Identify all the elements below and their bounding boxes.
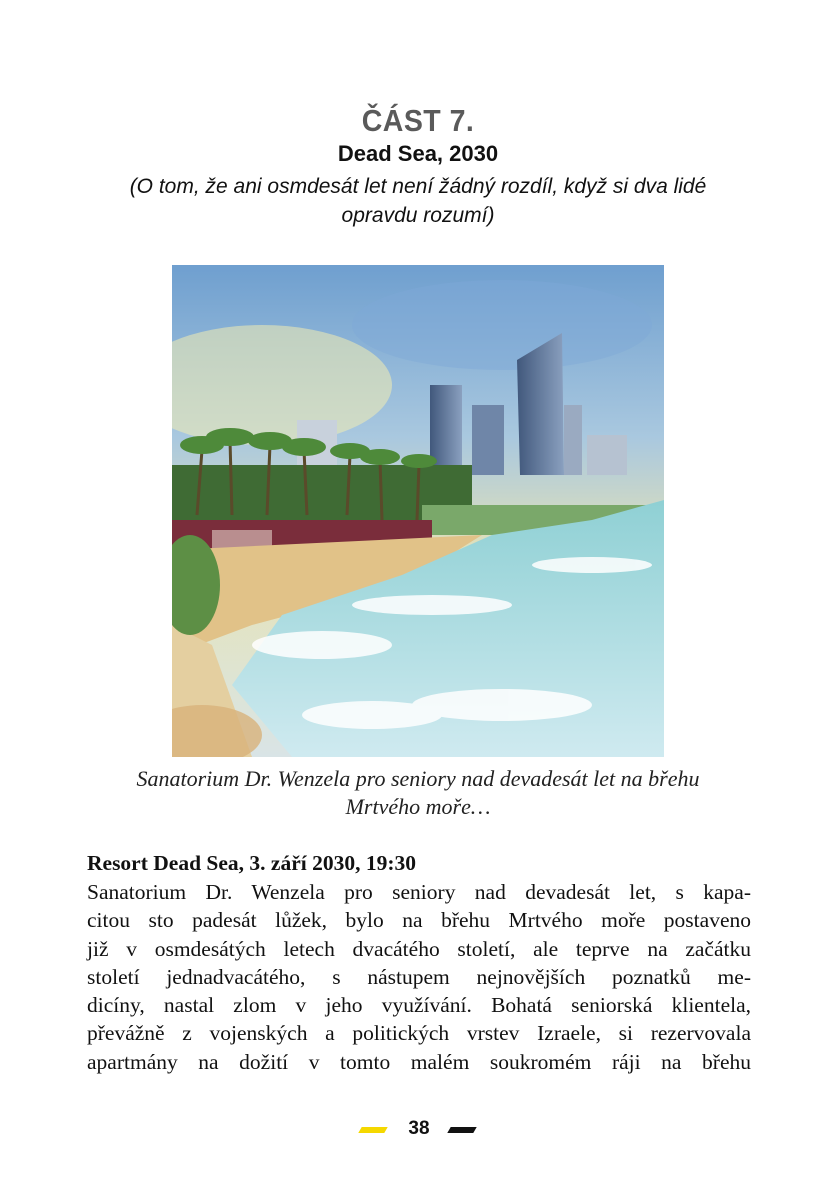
body-line: století jednadvacátého, s nástupem nejnovějších poznatků me-	[87, 964, 751, 989]
body-line: apartmány na dožití v tomto malém soukromém ráji na břehu	[87, 1049, 751, 1074]
chapter-title: Dead Sea, 2030	[337, 141, 499, 166]
body-line: citou sto padesát lůžek, bylo na břehu Mrtvého moře postaveno	[87, 908, 751, 933]
black-accent-bar	[447, 1127, 476, 1133]
page-number: 38	[408, 1118, 430, 1139]
page-footer	[0, 1118, 836, 1142]
illustration-caption: Sanatorium Dr. Wenzela pro seniory nad devadesát let na břehu Mrtvého moře…	[136, 766, 700, 819]
body-line: Sanatorium Dr. Wenzela pro seniory nad devadesát let, s kapa-	[87, 880, 751, 904]
body-line: převážně z vojenských a politických vrstev Izraele, si rezervovala	[87, 1021, 751, 1046]
beach-skyline-painting	[172, 265, 664, 757]
part-title: ČÁST 7.	[361, 103, 475, 138]
body-line: dicíny, nastal zlom v jeho využívání. Bohatá seniorská klientela,	[87, 993, 751, 1018]
watercolor-illustration	[172, 265, 664, 757]
body-line: již v osmdesátých letech dvacátého století, ale teprve na začátku	[87, 936, 751, 961]
yellow-accent-bar	[358, 1127, 387, 1133]
body-paragraph	[87, 878, 751, 1076]
section-heading: Resort Dead Sea, 3. září 2030, 19:30	[87, 851, 417, 875]
chapter-subtitle: (O tom, že ani osmdesát let není žádný rozdíl, když si dva lidé opravdu rozumí)	[129, 175, 707, 227]
